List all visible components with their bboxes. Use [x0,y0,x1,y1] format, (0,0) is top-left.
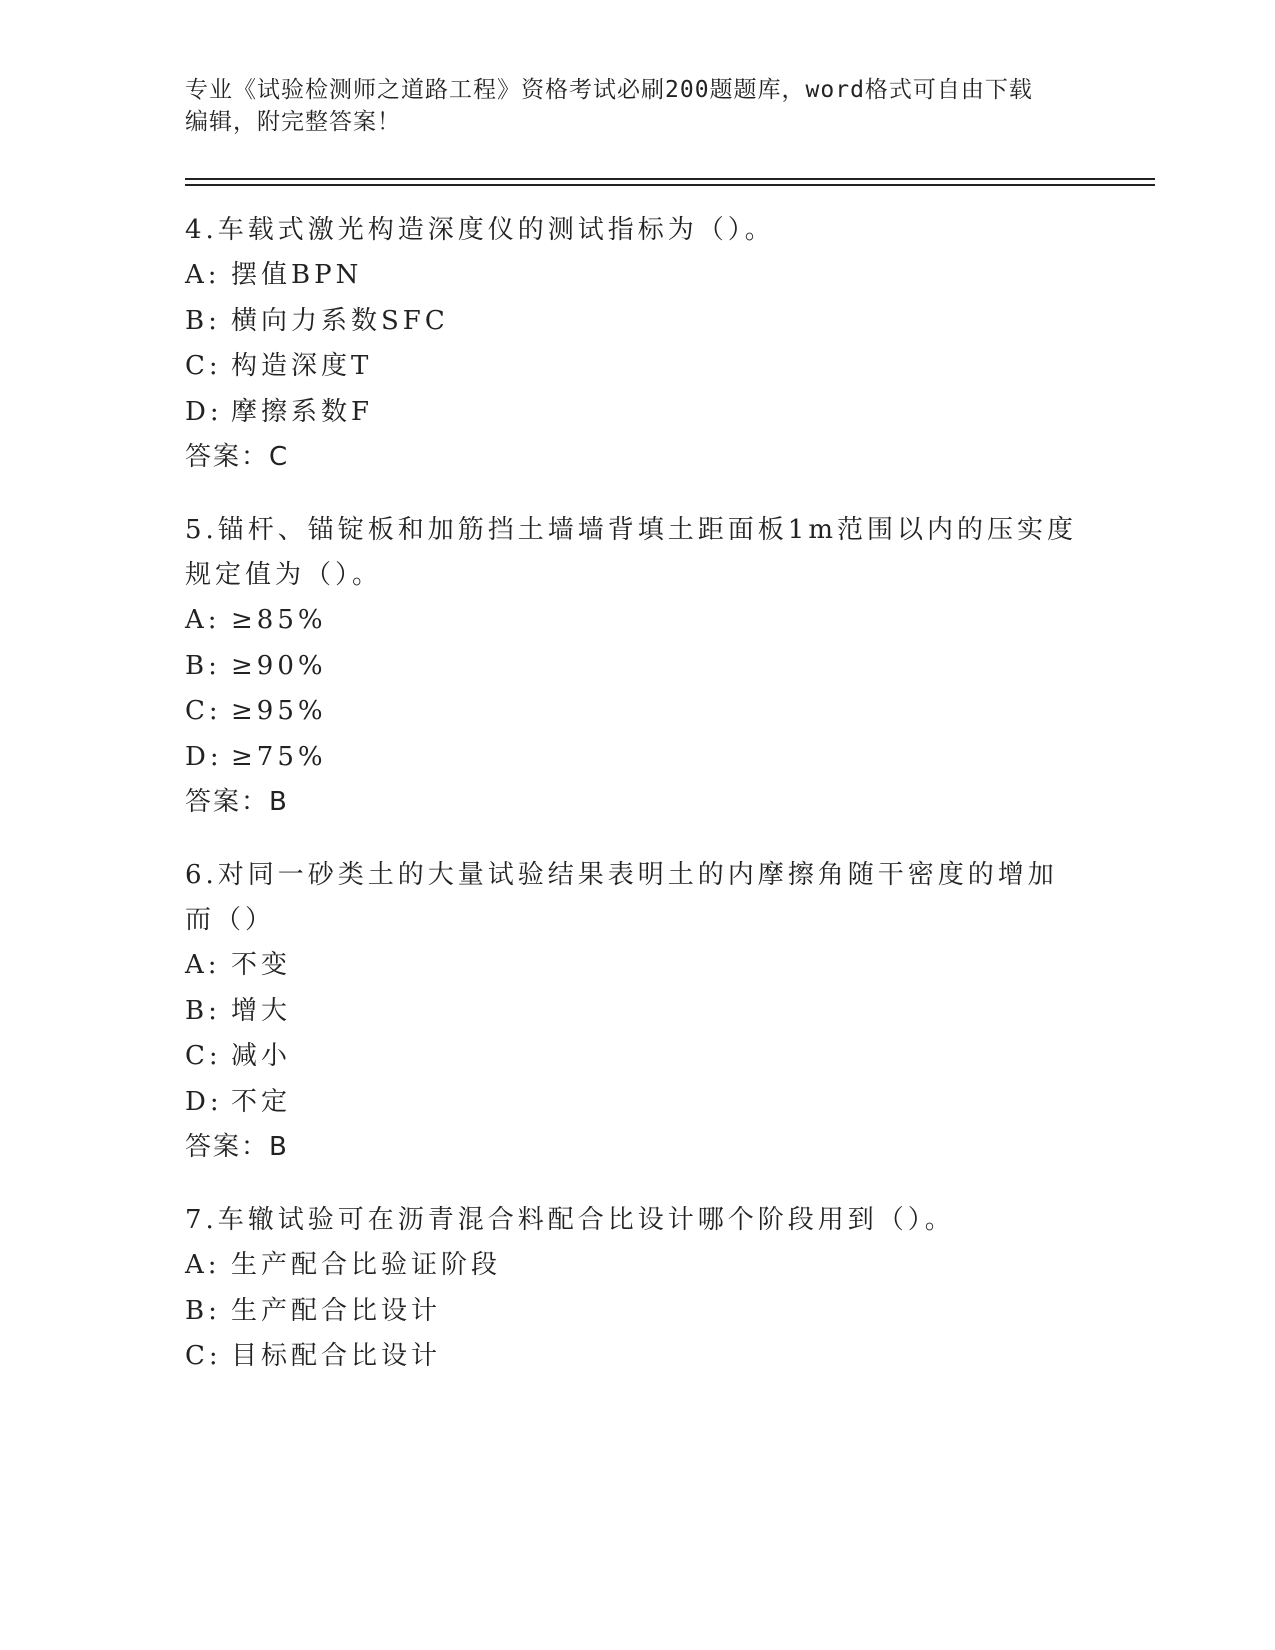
option-text: ≥85% [231,605,327,635]
option-text: 生产配合比设计 [231,1295,442,1326]
option-text: 不变 [231,950,292,980]
option-d [185,1080,1085,1126]
option-text: 摆值BPN [231,260,363,290]
option-key: B: [185,1295,221,1326]
option-text: 生产配合比验证阶段 [231,1250,502,1280]
option-b [185,1289,1085,1335]
answer-line: 答案：C [185,442,290,472]
question-item [185,1198,1085,1380]
option-key: A: [185,605,221,635]
question-item [185,208,1085,480]
option-key: C: [185,696,222,726]
option-text: 横向力系数SFC [231,305,449,336]
question-stem: 7.车辙试验可在沥青混合料配合比设计哪个阶段用到（）。 [185,1205,955,1235]
option-text: 构造深度T [231,351,373,381]
option-c [185,1034,1085,1080]
option-key: C: [185,1341,222,1371]
document-header [185,74,1085,138]
option-text: ≥95% [231,696,327,726]
option-key: A: [185,950,221,980]
option-text: 目标配合比设计 [231,1341,442,1371]
option-b [185,299,1085,345]
option-a [185,943,1085,989]
option-key: C: [185,1041,222,1071]
option-d [185,735,1085,781]
option-a [185,253,1085,299]
option-key: C: [185,351,222,381]
header-title-line-1: 专业《试验检测师之道路工程》资格考试必刷200题题库，word格式可自由下载 [185,77,1033,103]
option-c [185,689,1085,735]
option-key: A: [185,260,221,290]
option-key: D: [185,741,223,772]
option-text: ≥75% [231,741,327,772]
option-key: D: [185,1086,223,1117]
question-item [185,853,1085,1170]
question-stem: 5.锚杆、锚锭板和加筋挡土墙墙背填土距面板1m范围以内的压实度规定值为（）。 [185,515,1078,590]
question-stem: 6.对同一砂类土的大量试验结果表明土的内摩擦角随干密度的增加而（） [185,860,1058,935]
option-key: D: [185,396,223,427]
header-divider-top [185,178,1155,180]
question-stem: 4.车载式激光构造深度仪的测试指标为（）。 [185,215,775,245]
option-c [185,1334,1085,1380]
option-c [185,344,1085,390]
option-text: 减小 [231,1041,292,1071]
header-title-line-2: 编辑，附完整答案！ [185,109,401,135]
option-key: B: [185,305,221,336]
question-item [185,508,1085,825]
option-text: ≥90% [231,650,327,681]
header-divider-bottom [185,184,1155,186]
option-key: A: [185,1250,221,1280]
option-key: B: [185,995,221,1026]
answer-line: 答案：B [185,787,289,817]
option-text: 摩擦系数F [231,396,374,427]
option-d [185,390,1085,436]
option-text: 不定 [231,1086,292,1117]
option-a [185,1243,1085,1289]
answer-line: 答案：B [185,1132,289,1162]
option-b [185,644,1085,690]
option-key: B: [185,650,221,681]
option-b [185,989,1085,1035]
question-list [185,208,1085,1408]
option-text: 增大 [231,995,292,1026]
option-a [185,598,1085,644]
